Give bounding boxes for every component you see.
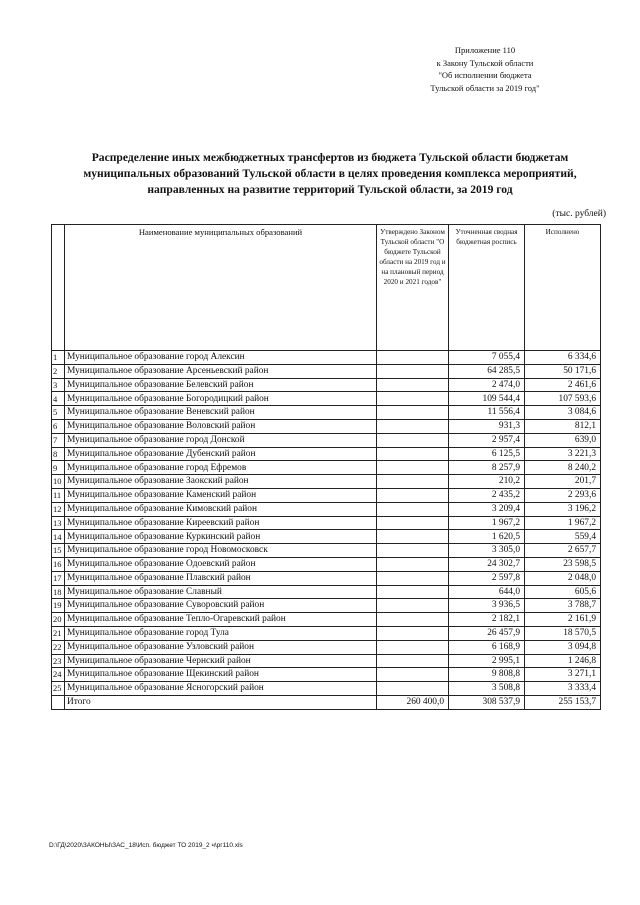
approved-value [377, 654, 449, 668]
approved-value [377, 502, 449, 516]
table-row [52, 461, 601, 475]
executed-value: 23 598,5 [525, 557, 601, 571]
approved-value [377, 475, 449, 489]
executed-value: 3 221,3 [525, 447, 601, 461]
file-path-footer: D:\ГД\2020\ЗАКОНЫ\ЗАС_18\Исп. бюджет ТО 2019_2 ч\рг110.xls [49, 842, 243, 849]
row-index: 14 [52, 530, 65, 544]
municipality-name: Муниципальное образование Суворовский район [65, 599, 377, 613]
approved-value [377, 419, 449, 433]
executed-value: 2 048,0 [525, 571, 601, 585]
table-row [52, 516, 601, 530]
row-index: 17 [52, 571, 65, 585]
row-index: 21 [52, 626, 65, 640]
transfers-table [51, 224, 601, 710]
table-row [52, 530, 601, 544]
row-index: 16 [52, 557, 65, 571]
approved-value [377, 682, 449, 696]
approved-value [377, 364, 449, 378]
refined-value: 6 125,5 [449, 447, 525, 461]
approved-value [377, 433, 449, 447]
row-index: 24 [52, 668, 65, 682]
approved-value [377, 516, 449, 530]
row-index: 18 [52, 585, 65, 599]
row-index: 1 [52, 351, 65, 365]
refined-value: 2 474,0 [449, 378, 525, 392]
table-row [52, 654, 601, 668]
municipality-name: Муниципальное образование Славный [65, 585, 377, 599]
table-row [52, 502, 601, 516]
table-row [52, 419, 601, 433]
approved-value [377, 613, 449, 627]
appendix-line-1: Приложение 110 [454, 45, 516, 55]
table-row [52, 571, 601, 585]
municipality-name: Муниципальное образование Одоевский район [65, 557, 377, 571]
table-row [52, 613, 601, 627]
approved-value [377, 640, 449, 654]
executed-value: 8 240,2 [525, 461, 601, 475]
appendix-note [380, 44, 590, 94]
document-title [40, 150, 620, 198]
approved-value [377, 557, 449, 571]
header-index [52, 225, 65, 351]
refined-value: 7 055,4 [449, 351, 525, 365]
row-index: 13 [52, 516, 65, 530]
executed-value: 2 161,9 [525, 613, 601, 627]
title-line-2: муниципальных образований Тульской области в целях проведения комплекса мероприятий, [83, 167, 577, 180]
row-index: 9 [52, 461, 65, 475]
total-label: Итого [65, 695, 377, 709]
approved-value [377, 544, 449, 558]
row-index: 22 [52, 640, 65, 654]
row-index: 19 [52, 599, 65, 613]
refined-value: 2 182,1 [449, 613, 525, 627]
executed-value: 3 788,7 [525, 599, 601, 613]
table-row [52, 392, 601, 406]
municipality-name: Муниципальное образование Богородицкий район [65, 392, 377, 406]
approved-value [377, 599, 449, 613]
row-index: 5 [52, 406, 65, 420]
table-row [52, 544, 601, 558]
municipality-name: Муниципальное образование Плавский район [65, 571, 377, 585]
approved-value [377, 378, 449, 392]
table-row [52, 626, 601, 640]
appendix-line-2: к Закону Тульской области [436, 57, 534, 68]
refined-value: 26 457,9 [449, 626, 525, 640]
approved-value [377, 585, 449, 599]
table-row [52, 364, 601, 378]
refined-value: 2 995,1 [449, 654, 525, 668]
approved-value [377, 461, 449, 475]
municipality-name: Муниципальное образование Кимовский район [65, 502, 377, 516]
total-refined: 308 537,9 [449, 695, 525, 709]
row-index: 7 [52, 433, 65, 447]
table-row [52, 557, 601, 571]
executed-value: 605,6 [525, 585, 601, 599]
approved-value [377, 571, 449, 585]
executed-value: 201,7 [525, 475, 601, 489]
municipality-name: Муниципальное образование Чернский район [65, 654, 377, 668]
municipality-name: Муниципальное образование Заокский район [65, 475, 377, 489]
total-row [52, 695, 601, 709]
executed-value: 18 570,5 [525, 626, 601, 640]
municipality-name: Муниципальное образование Щекинский район [65, 668, 377, 682]
municipality-name: Муниципальное образование Каменский район [65, 488, 377, 502]
refined-value: 64 285,5 [449, 364, 525, 378]
executed-value: 2 461,6 [525, 378, 601, 392]
row-index: 15 [52, 544, 65, 558]
refined-value: 1 967,2 [449, 516, 525, 530]
executed-value: 639,0 [525, 433, 601, 447]
municipality-name: Муниципальное образование Узловский район [65, 640, 377, 654]
row-index: 11 [52, 488, 65, 502]
refined-value: 1 620,5 [449, 530, 525, 544]
refined-value: 109 544,4 [449, 392, 525, 406]
executed-value: 3 333,4 [525, 682, 601, 696]
table-row [52, 378, 601, 392]
units-label: (тыс. рублей) [552, 209, 606, 219]
table-row [52, 585, 601, 599]
municipality-name: Муниципальное образование город Ефремов [65, 461, 377, 475]
table-row [52, 668, 601, 682]
approved-value [377, 351, 449, 365]
executed-value: 2 293,6 [525, 488, 601, 502]
refined-value: 2 597,8 [449, 571, 525, 585]
executed-value: 6 334,6 [525, 351, 601, 365]
municipality-name: Муниципальное образование город Донской [65, 433, 377, 447]
title-line-3: направленных на развитие территорий Тульской области, за 2019 год [147, 183, 513, 196]
table-body [52, 351, 601, 710]
refined-value: 2 957,4 [449, 433, 525, 447]
municipality-name: Муниципальное образование Куркинский район [65, 530, 377, 544]
approved-value [377, 626, 449, 640]
executed-value: 3 084,6 [525, 406, 601, 420]
refined-value: 3 508,8 [449, 682, 525, 696]
table-row [52, 682, 601, 696]
total-executed: 255 153,7 [525, 695, 601, 709]
header-name: Наименование муниципальных образований [65, 225, 377, 351]
approved-value [377, 530, 449, 544]
table-row [52, 351, 601, 365]
table-row [52, 447, 601, 461]
refined-value: 8 257,9 [449, 461, 525, 475]
executed-value: 3 271,1 [525, 668, 601, 682]
executed-value: 107 593,6 [525, 392, 601, 406]
header-executed: Исполнено [525, 225, 601, 351]
refined-value: 24 302,7 [449, 557, 525, 571]
table-row [52, 406, 601, 420]
executed-value: 1 967,2 [525, 516, 601, 530]
row-index: 4 [52, 392, 65, 406]
row-index: 8 [52, 447, 65, 461]
table-row [52, 488, 601, 502]
refined-value: 9 808,8 [449, 668, 525, 682]
row-index: 10 [52, 475, 65, 489]
table-row [52, 475, 601, 489]
executed-value: 3 196,2 [525, 502, 601, 516]
executed-value: 50 171,6 [525, 364, 601, 378]
appendix-line-4: Тульской области за 2019 год" [430, 82, 540, 93]
executed-value: 2 657,7 [525, 544, 601, 558]
refined-value: 11 556,4 [449, 406, 525, 420]
table-row [52, 599, 601, 613]
row-index: 23 [52, 654, 65, 668]
municipality-name: Муниципальное образование Веневский район [65, 406, 377, 420]
executed-value: 1 246,8 [525, 654, 601, 668]
table-header-row [52, 225, 601, 351]
row-index: 25 [52, 682, 65, 696]
refined-value: 644,0 [449, 585, 525, 599]
row-index: 2 [52, 364, 65, 378]
row-index: 12 [52, 502, 65, 516]
municipality-name: Муниципальное образование город Алексин [65, 351, 377, 365]
refined-value: 931,3 [449, 419, 525, 433]
header-approved: Утверждено Законом Тульской области "О бюджете Тульской области на 2019 год и на плановый период 2020 и 2021 годов" [377, 225, 449, 351]
municipality-name: Муниципальное образование Тепло-Огаревский район [65, 613, 377, 627]
approved-value [377, 488, 449, 502]
refined-value: 210,2 [449, 475, 525, 489]
refined-value: 3 936,5 [449, 599, 525, 613]
appendix-line-3: "Об исполнении бюджета [438, 70, 532, 80]
municipality-name: Муниципальное образование Воловский район [65, 419, 377, 433]
executed-value: 559,4 [525, 530, 601, 544]
executed-value: 3 094,8 [525, 640, 601, 654]
approved-value [377, 406, 449, 420]
municipality-name: Муниципальное образование Дубенский район [65, 447, 377, 461]
municipality-name: Муниципальное образование Арсеньевский район [65, 364, 377, 378]
total-approved: 260 400,0 [377, 695, 449, 709]
municipality-name: Муниципальное образование Киреевский район [65, 516, 377, 530]
refined-value: 2 435,2 [449, 488, 525, 502]
municipality-name: Муниципальное образование Ясногорский район [65, 682, 377, 696]
municipality-name: Муниципальное образование город Тула [65, 626, 377, 640]
approved-value [377, 392, 449, 406]
table-row [52, 433, 601, 447]
municipality-name: Муниципальное образование город Новомосковск [65, 544, 377, 558]
executed-value: 812,1 [525, 419, 601, 433]
table-row [52, 640, 601, 654]
row-index: 3 [52, 378, 65, 392]
header-refined: Уточненная сводная бюджетная роспись [449, 225, 525, 351]
refined-value: 6 168,9 [449, 640, 525, 654]
row-index: 20 [52, 613, 65, 627]
refined-value: 3 305,0 [449, 544, 525, 558]
total-index [52, 695, 65, 709]
municipality-name: Муниципальное образование Белевский район [65, 378, 377, 392]
title-line-1: Распределение иных межбюджетных трансфертов из бюджета Тульской области бюджетам [91, 151, 569, 164]
approved-value [377, 668, 449, 682]
approved-value [377, 447, 449, 461]
row-index: 6 [52, 419, 65, 433]
refined-value: 3 209,4 [449, 502, 525, 516]
